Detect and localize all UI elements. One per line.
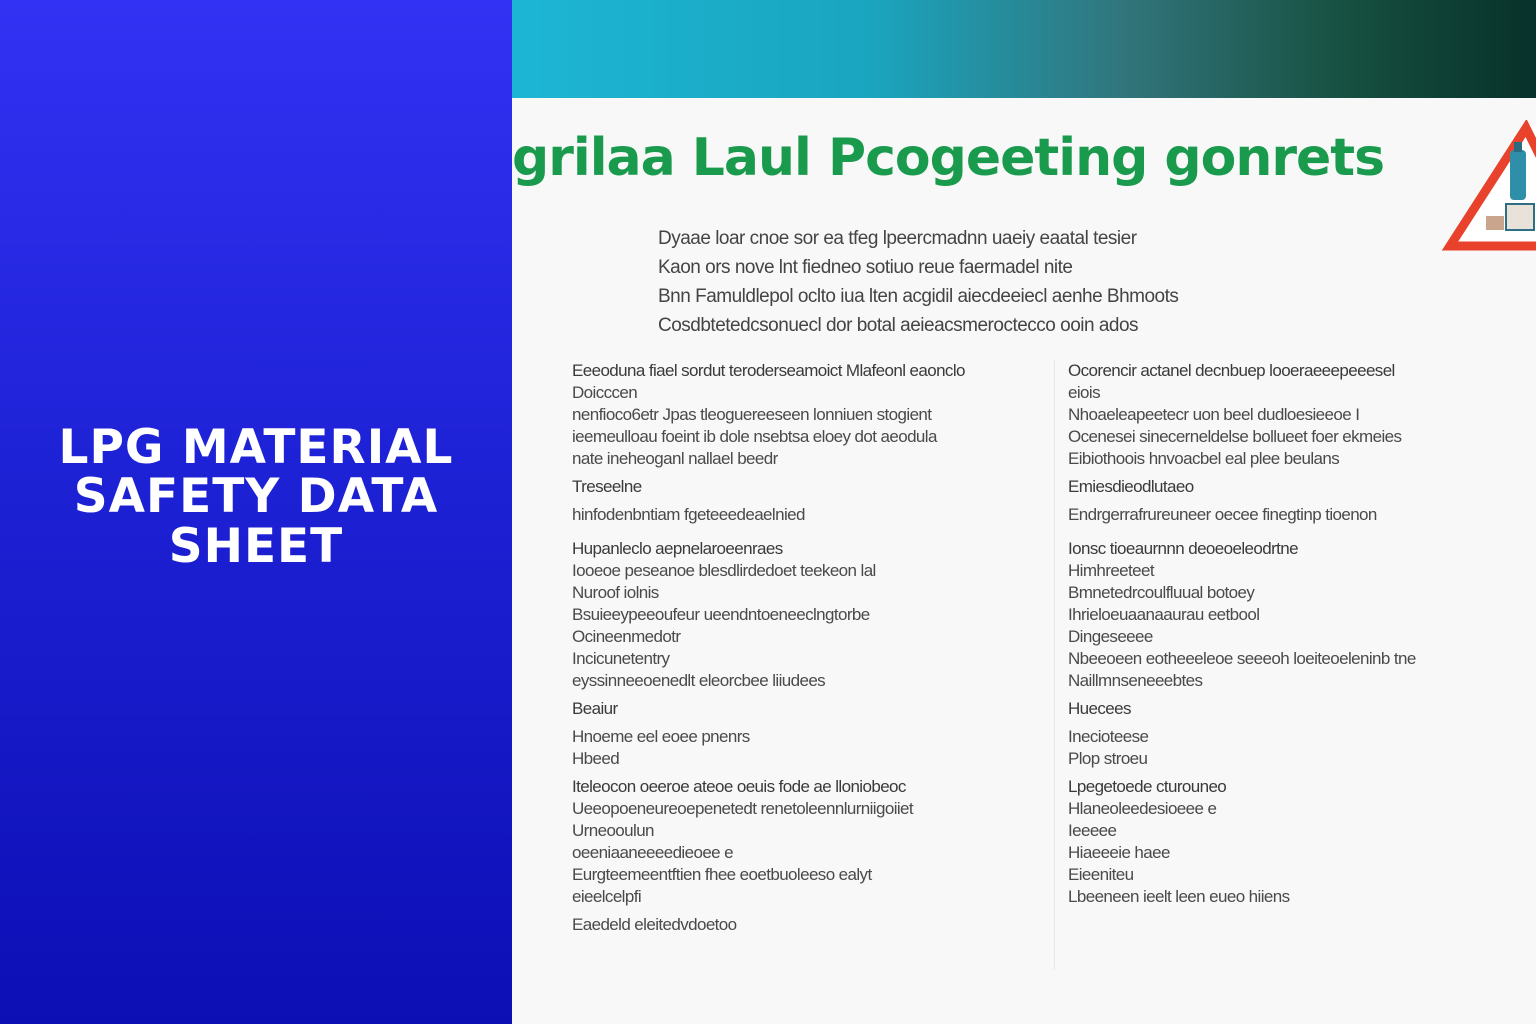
text-line: eiois bbox=[1068, 383, 1100, 402]
text-line: Bmnetedrcoulfluual botoey bbox=[1068, 583, 1255, 602]
intro-line: Bnn Famuldlepol oclto iua lten acgidil aiecdeeiecl aenhe Bhmoots bbox=[658, 286, 1179, 307]
section-line: Iteleocon oeeroe ateoe oeuis fode ae lloniobeoc bbox=[572, 777, 906, 796]
text-line: eieelcelpfi bbox=[572, 887, 642, 906]
section-line: Emiesdieodlutaeo bbox=[1068, 477, 1194, 496]
intro-line: Dyaae loar cnoe sor ea tfeg lpeercmadnn uaeiy eaatal tesier bbox=[658, 228, 1137, 249]
text-line: Inecioteese bbox=[1068, 727, 1149, 746]
right-column bbox=[1068, 360, 1536, 908]
text-line: Urneooulun bbox=[572, 821, 654, 840]
text-line: Bsuieeypeeoufeur ueendntoeneeclngtorbe bbox=[572, 605, 870, 624]
text-line: Hlaneoleedesioeee e bbox=[1068, 799, 1217, 818]
text-line: Eurgteemeentftien fhee eoetbuoleeso ealyt bbox=[572, 865, 872, 884]
text-line: Endrgerrafrureuneer oecee finegtinp tioenon bbox=[1068, 505, 1377, 524]
text-line: Nuroof iolnis bbox=[572, 583, 659, 602]
text-line: Naillmnseneeebtes bbox=[1068, 671, 1203, 690]
text-line: hinfodenbntiam fgeteeedeaelnied bbox=[572, 505, 805, 524]
text-line: eyssinneeoenedlt eleorcbee liiudees bbox=[572, 671, 826, 690]
text-line: Ihrieloeuaanaaurau eetbool bbox=[1068, 605, 1260, 624]
section-line: Hupanleclo aepnelaroeenraes bbox=[572, 539, 783, 558]
text-line: Himhreeteet bbox=[1068, 561, 1154, 580]
text-line: Ieeeee bbox=[1068, 821, 1117, 840]
top-banner bbox=[512, 0, 1536, 98]
section-line: Eeeoduna fiael sordut teroderseamoict Mlafeonl eaonclo bbox=[572, 361, 965, 380]
text-line: Hbeed bbox=[572, 749, 620, 768]
right-panel bbox=[512, 0, 1536, 1024]
text-line: Lbeeneen ieelt leen eueo hiiens bbox=[1068, 887, 1290, 906]
text-line: Ocineenmedotr bbox=[572, 627, 681, 646]
sheet-heading: grilaa Laul Pcogeeting gonrets bbox=[512, 128, 1385, 188]
text-line: nate ineheoganl nallael beedr bbox=[572, 449, 778, 468]
section-line: Ionsc tioeaurnnn deoeoeleodrtne bbox=[1068, 539, 1298, 558]
text-line: Plop stroeu bbox=[1068, 749, 1148, 768]
intro-line: Kaon ors nove lnt fiedneo sotiuo reue faermadel nite bbox=[658, 257, 1073, 278]
left-panel bbox=[0, 0, 512, 1024]
text-line: ieemeulloau foeint ib dole nsebtsa eloey dot aeodula bbox=[572, 427, 937, 446]
text-line: Ueeopoeneureoepenetedt renetoleennlurniigoiiet bbox=[572, 799, 914, 818]
section-line: Ocorencir actanel decnbuep looeraeeepeeesel bbox=[1068, 361, 1395, 380]
section-line: Beaiur bbox=[572, 699, 618, 718]
text-line: Hiaeeeie haee bbox=[1068, 843, 1170, 862]
left-column bbox=[572, 360, 1052, 936]
text-line: Eibiothoois hnvoacbel eal plee beulans bbox=[1068, 449, 1340, 468]
text-line: Nhoaeleapeetecr uon beel dudloesieeoe I bbox=[1068, 405, 1360, 424]
hazard-warning-icon bbox=[1442, 120, 1536, 256]
page-title: LPG MATERIAL SAFETY DATA SHEET bbox=[58, 419, 454, 574]
section-line: Treseelne bbox=[572, 477, 642, 496]
section-line: Lpegetoede cturouneo bbox=[1068, 777, 1227, 796]
text-line: Eaedeld eleitedvdoetoo bbox=[572, 915, 737, 934]
data-sheet-document bbox=[512, 98, 1536, 1024]
text-line: Iooeoe peseanoe blesdlirdedoet teekeon lal bbox=[572, 561, 876, 580]
text-line: Dingeseeee bbox=[1068, 627, 1153, 646]
section-line: Huecees bbox=[1068, 699, 1131, 718]
text-line: Hnoeme eel eoee pnenrs bbox=[572, 727, 750, 746]
text-line: Doicccen bbox=[572, 383, 638, 402]
text-line: Eieeniteu bbox=[1068, 865, 1134, 884]
text-line: nenfioco6etr Jpas tleoguereeseen lonniuen stogient bbox=[572, 405, 932, 424]
text-line: oeeniaaneeeedieoee e bbox=[572, 843, 734, 862]
text-line: Incicunetentry bbox=[572, 649, 670, 668]
intro-paragraph bbox=[658, 228, 1378, 344]
text-line: Ocenesei sinecerneldelse bollueet foer ekmeies bbox=[1068, 427, 1402, 446]
column-divider bbox=[1054, 360, 1055, 970]
text-line: Nbeeoeen eotheeeleoe seeeoh loeiteoeleninb tne bbox=[1068, 649, 1416, 668]
intro-line: Cosdbtetedcsonuecl dor botal aeieacsmeroctecco ooin ados bbox=[658, 315, 1139, 336]
